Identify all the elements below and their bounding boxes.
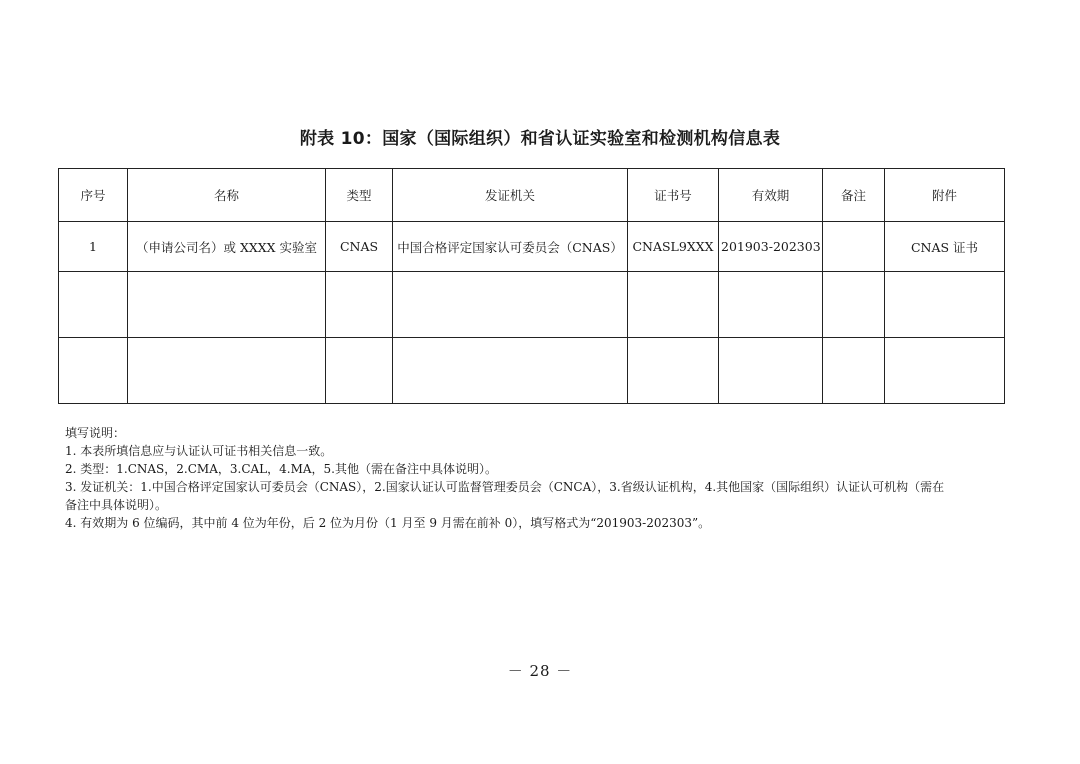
header-serial: 序号 [59, 169, 128, 222]
table-row [59, 338, 1005, 404]
header-validity: 有效期 [719, 169, 823, 222]
cell-issuing-authority: 中国合格评定国家认可委员会（CNAS） [393, 222, 628, 272]
cell-type [326, 338, 393, 404]
instructions-heading: 填写说明： [65, 426, 126, 440]
header-certificate-number: 证书号 [628, 169, 719, 222]
table-row [59, 222, 1005, 272]
cell-name [128, 338, 326, 404]
cell-attachment: CNAS 证书 [885, 222, 1005, 272]
cell-certificate-number: CNASL9XXX [628, 222, 719, 272]
instruction-item: 4. 有效期为 6 位编码，其中前 4 位为年份，后 2 位为月份（1 月至 9 月需在前补 0），填写格式为“201903-202303”。 [65, 516, 711, 530]
cell-issuing-authority [393, 272, 628, 338]
cell-attachment [885, 272, 1005, 338]
cell-remarks [823, 272, 885, 338]
cell-remarks [823, 338, 885, 404]
cell-issuing-authority [393, 338, 628, 404]
cell-certificate-number [628, 272, 719, 338]
header-name: 名称 [128, 169, 326, 222]
header-remarks: 备注 [823, 169, 885, 222]
cell-name [128, 272, 326, 338]
cell-remarks [823, 222, 885, 272]
cell-attachment [885, 338, 1005, 404]
info-table [58, 168, 1005, 404]
header-issuing-authority: 发证机关 [393, 169, 628, 222]
table-row [59, 272, 1005, 338]
cell-serial [59, 338, 128, 404]
cell-type [326, 272, 393, 338]
instruction-item: 2. 类型：1.CNAS，2.CMA，3.CAL，4.MA，5.其他（需在备注中具体说明）。 [65, 462, 497, 476]
cell-validity [719, 338, 823, 404]
page-number: － 28 － [507, 662, 573, 680]
filling-instructions [65, 424, 1010, 532]
cell-certificate-number [628, 338, 719, 404]
header-attachment: 附件 [885, 169, 1005, 222]
instruction-item: 1. 本表所填信息应与认证认可证书相关信息一致。 [65, 444, 333, 458]
cell-validity [719, 272, 823, 338]
cell-validity: 201903-202303 [719, 222, 823, 272]
cell-serial [59, 272, 128, 338]
table-header-row [59, 169, 1005, 222]
cell-serial: 1 [59, 222, 128, 272]
instruction-item: 3. 发证机关：1.中国合格评定国家认可委员会（CNAS），2.国家认证认可监督管理委员会（CNCA），3.省级认证机构，4.其他国家（国际组织）认证认可机构（需在 [65, 480, 945, 494]
page-title: 附表 10：国家（国际组织）和省认证实验室和检测机构信息表 [299, 129, 781, 149]
cell-name: （申请公司名）或 XXXX 实验室 [128, 222, 326, 272]
cell-type: CNAS [326, 222, 393, 272]
instruction-item-continuation: 备注中具体说明）。 [65, 498, 168, 512]
header-type: 类型 [326, 169, 393, 222]
